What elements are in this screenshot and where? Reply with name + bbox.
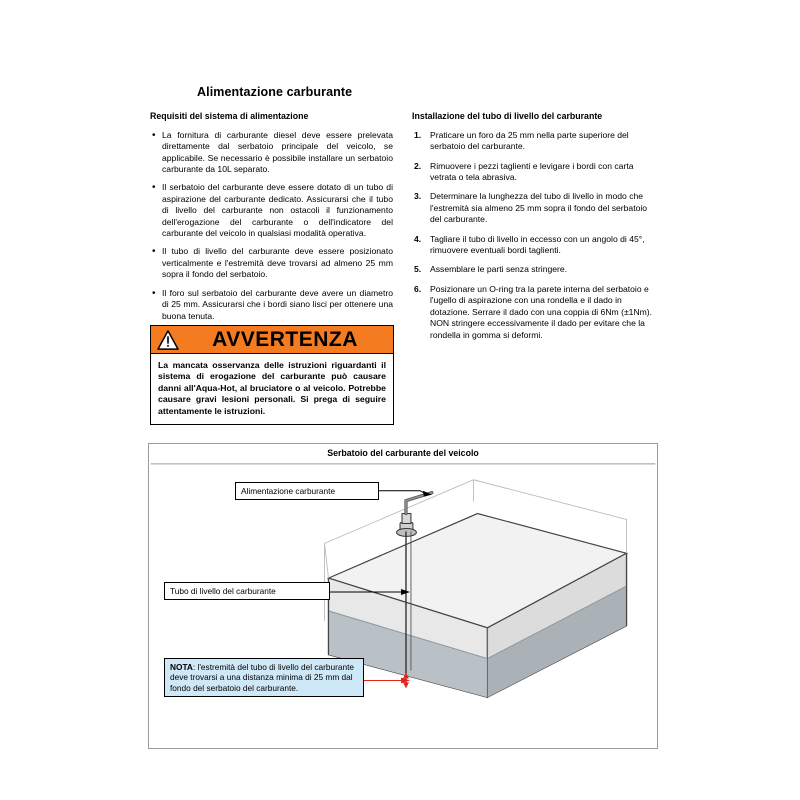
warning-label: AVVERTENZA — [212, 328, 358, 351]
left-column-heading: Requisiti del sistema di alimentazione — [150, 111, 309, 121]
list-item: Determinare la lunghezza del tubo di livello in modo che l'estremità sia almeno 25 mm sopra il fondo del serbatoio del carburante. — [430, 191, 648, 225]
list-item: Tagliare il tubo di livello in eccesso con un angolo di 45°, rimuovere eventuali bordi taglienti. — [430, 233, 645, 256]
figure-caption: Serbatoio del carburante del veicolo — [327, 448, 479, 458]
callout-note — [164, 658, 364, 697]
note-text: : l'estremità del tubo di livello del carburante deve trovarsi a una distanza minima di 25 mm dal fondo del serbatoio del carburante. — [170, 662, 355, 693]
right-column-heading: Installazione del tubo di livello del carburante — [412, 111, 603, 121]
callout-level-tube: Tubo di livello del carburante — [164, 582, 330, 600]
list-item: Posizionare un O-ring tra la parete interna del serbatoio e l'ugello di aspirazione con una rondella e il dado in dotazione. Serrare il dado con una coppia di 6Nm (±1Nm). NON stringere eccessivamente il dado per evitare che la rondella in gomma si deformi. — [430, 283, 653, 340]
list-item: Praticare un foro da 25 mm nella parte superiore del serbatoio del carburante. — [430, 129, 629, 152]
figure-panel — [148, 443, 658, 749]
right-column — [412, 111, 657, 349]
page-title: Alimentazione carburante — [197, 85, 353, 99]
left-column — [150, 111, 393, 329]
callout-fuel-supply: Alimentazione carburante — [235, 482, 379, 500]
list-item: • Il tubo di livello del carburante deve essere posizionato verticalmente e l'estremità deve trovarsi ad almeno 25 mm sopra il fondo del serbatoio. — [150, 246, 393, 280]
warning-text: La mancata osservanza delle istruzioni riguardanti il sistema di erogazione del carburante può causare danni all'Aqua-Hot, al bruciatore o al veicolo. Potrebbe causare gravi lesioni personali. Si prega di seguire attentamente le istruzioni. — [158, 360, 386, 416]
list-item: • Il serbatoio del carburante deve essere dotato di un tubo di aspirazione del carburante dedicato. Assicurarsi che il tubo di livello del carburante non ostacoli il funzionamento dell'erogazione del carburante o dell'indicatore del carburante del veicolo in qualsiasi modalità operativa. — [150, 182, 393, 239]
list-item: • Il foro sul serbatoio del carburante deve avere un diametro di 25 mm. Assicurarsi che i bordi siano lisci per ottenere una buona tenuta. — [150, 288, 393, 322]
warning-triangle-icon — [157, 330, 179, 350]
installation-steps-list — [412, 130, 657, 341]
warning-box — [150, 325, 394, 425]
requirements-list — [150, 130, 393, 322]
list-item: • La fornitura di carburante diesel deve essere prelevata direttamente dal serbatoio principale del veicolo, se applicabile. Se necessario è possibile installare un serbatoio carburante da 10L separato. — [150, 130, 393, 176]
note-label: NOTA — [170, 662, 193, 672]
warning-header — [151, 326, 393, 354]
list-item: Assemblare le parti senza stringere. — [430, 264, 568, 275]
list-item: Rimuovere i pezzi taglienti e levigare i bordi con carta vetrata o tela abrasiva. — [430, 160, 634, 182]
